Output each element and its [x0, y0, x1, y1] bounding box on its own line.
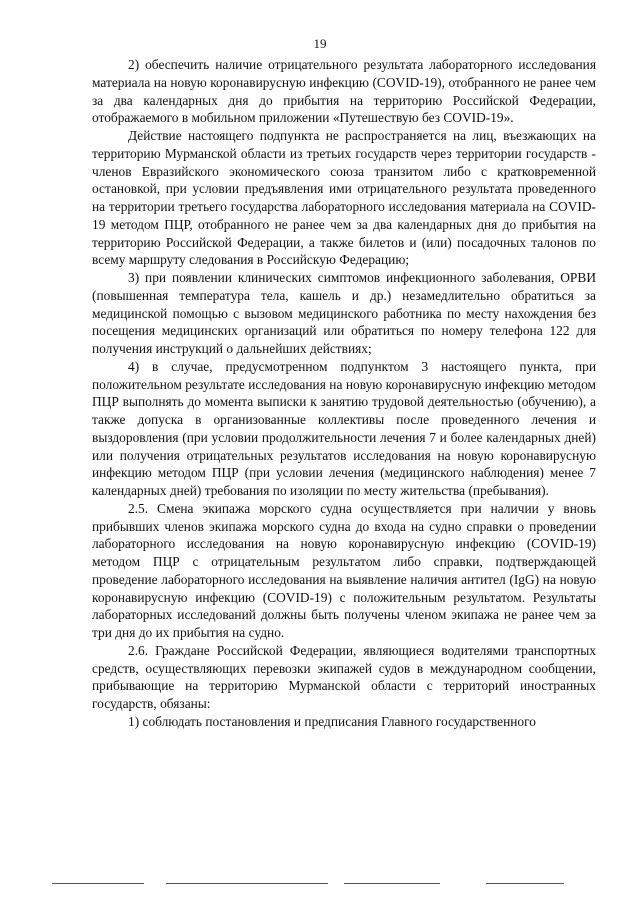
- paragraph-subpoint-3: 3) при появлении клинических симптомов инфекционного заболевания, ОРВИ (повышенная температура тела, кашель и др.) незамедлительно обратиться за медицинской помощью с вызовом медицинского работника по месту нахождения без посещения медицинских организаций или обратиться по номеру телефона 122 для получения инструкций о дальнейших действиях;: [92, 270, 596, 356]
- page-number: 19: [313, 36, 327, 51]
- document-body: [92, 56, 596, 731]
- paragraph-subpoint-2: 2) обеспечить наличие отрицательного результата лабораторного исследования материала на новую коронавирусную инфекцию (COVID-19), отобранного не ранее чем за два календарных дня до прибытия на территорию Российской Федерации, отображаемого в мобильном приложении «Путешествую без COVID-19».: [92, 57, 596, 126]
- footer-rule-segment: [166, 883, 328, 884]
- paragraph-subpoint-4: 4) в случае, предусмотренном подпунктом 3 настоящего пункта, при положительном результате исследования на новую коронавирусную инфекцию методом ПЦР выполнять до момента выписки к занятию трудовой деятельностью (обучению), а также допуска в организованные коллективы после проведенного лечения и выздоровления (при условии продолжительности лечения 7 и более календарных дней) или получения отрицательных результатов исследования на новую коронавирусную инфекцию методом ПЦР (при условии лечения (медицинского наблюдения) менее 7 календарных дней) требования по изоляции по месту жительства (пребывания).: [92, 358, 596, 498]
- paragraph-section-2-6: 2.6. Граждане Российской Федерации, являющиеся водителями транспортных средств, осуществляющих перевозки экипажей судов в международном сообщении, прибывающие на территорию Мурманской области с территорий иностранных государств, обязаны:: [92, 642, 596, 711]
- paragraph-transit-exception: Действие настоящего подпункта не распространяется на лиц, въезжающих на территорию Мурманской области из третьих государств через территории государств - членов Евразийского экономического союза транзитом либо с кратковременной остановкой, при условии предъявления ими отрицательного результата проведенного на территории третьего государства лабораторного исследования материала на COVID-19 методом ПЦР, отобранного не ранее чем за два календарных дня до прибытия на территорию Российской Федерации, а также билетов и (или) посадочных талонов по всему маршруту следования в Российскую Федерацию;: [92, 128, 596, 268]
- footer-rule-segment: [344, 883, 440, 884]
- paragraph-section-2-6-subpoint-1: 1) соблюдать постановления и предписания Главного государственного: [128, 713, 536, 729]
- paragraph-section-2-5: 2.5. Смена экипажа морского судна осуществляется при наличии у вновь прибывших членов экипажа морского судна до входа на судно справки о проведении лабораторного исследования на новую коронавирусную инфекцию (COVID-19) методом ПЦР с отрицательным результатом либо справки, подтверждающей проведение лабораторного исследования на выявление наличия антител (IgG) на новую коронавирусную инфекцию (COVID-19) с положительным результатом. Результаты лабораторных исследований должны быть получены членом экипажа не ранее чем за три дня до их прибытия на судно.: [92, 500, 596, 640]
- footer-rule-segment: [52, 883, 144, 884]
- footer-rule: [0, 883, 640, 887]
- footer-rule-segment: [486, 883, 564, 884]
